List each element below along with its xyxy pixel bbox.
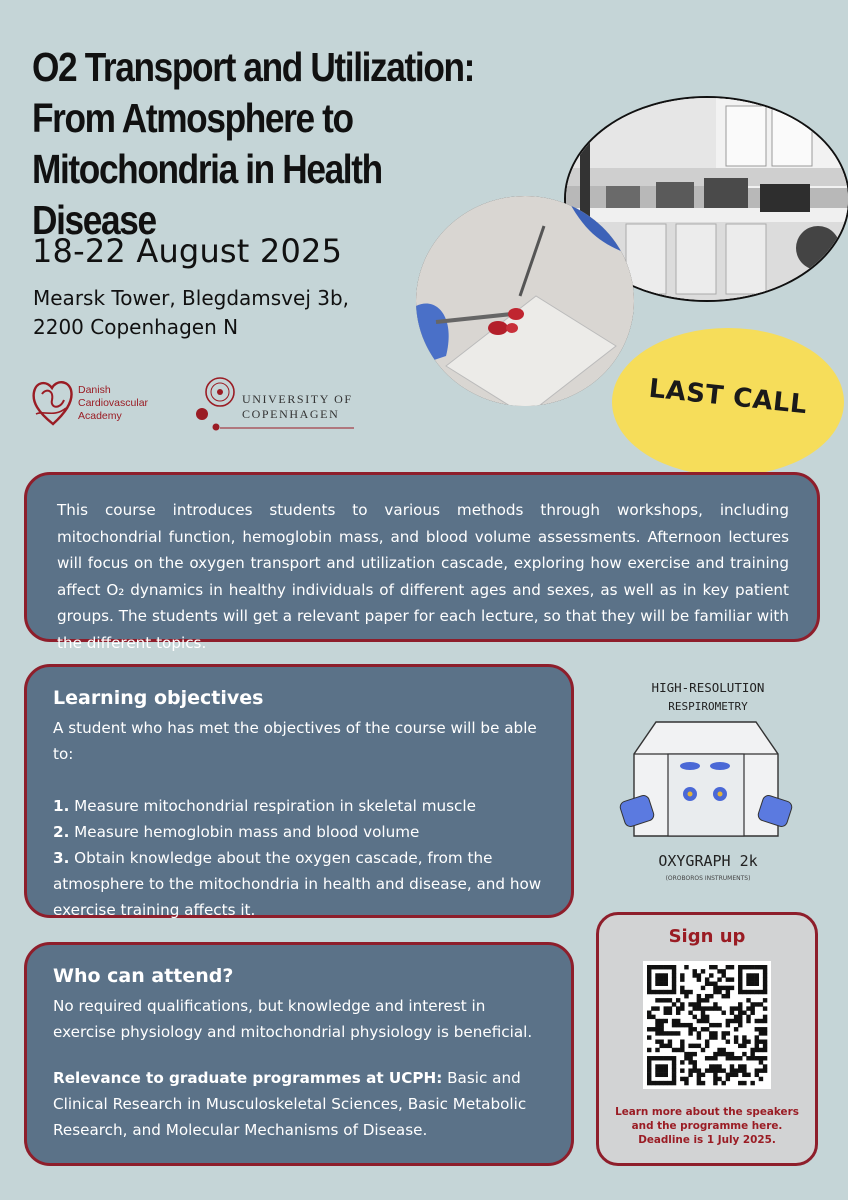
venue-address <box>33 284 349 342</box>
objective-text: Measure hemoglobin mass and blood volume <box>69 823 420 841</box>
dca-line-3: Academy <box>78 410 122 422</box>
sign-up-panel <box>596 912 818 1166</box>
dca-line-2: Cardiovascular <box>78 397 149 409</box>
heart-logo-icon <box>30 374 76 430</box>
who-can-attend-panel <box>24 942 574 1166</box>
illustration-title-1: HIGH-RESOLUTION <box>651 680 765 695</box>
oxygraph-illustration <box>616 670 796 886</box>
objective-number: 2. <box>53 823 70 841</box>
objectives-list <box>53 793 545 923</box>
list-item <box>53 819 545 845</box>
relevance-label: Relevance to graduate programmes at UCPH: <box>53 1069 443 1087</box>
list-item <box>53 845 545 923</box>
device-brand: (OROBOROS INSTRUMENTS) <box>665 875 751 882</box>
venue-line-2: 2200 Copenhagen N <box>33 315 239 339</box>
sign-up-footnote <box>599 1105 815 1147</box>
objective-number: 3. <box>53 849 70 867</box>
learning-objectives-heading: Learning objectives <box>53 687 264 709</box>
qr-code-icon <box>643 961 771 1089</box>
sign-up-qr-code[interactable] <box>643 961 771 1089</box>
poster-title <box>32 42 514 246</box>
attendance-requirements: No required qualifications, but knowledge and interest in exercise physiology and mitochondrial physiology is beneficial. <box>53 997 533 1041</box>
relevance-text: Basic and Clinical Research in Musculoskeletal Sciences, Basic Metabolic Research, and Molecular Mechanisms of Disease. <box>53 1069 527 1139</box>
university-of-copenhagen-logo <box>192 370 362 434</box>
venue-line-1: Mearsk Tower, Blegdamsvej 3b, <box>33 286 350 310</box>
danish-cardiovascular-academy-logo <box>30 374 190 430</box>
objective-text: Obtain knowledge about the oxygen cascade, from the atmosphere to the mitochondria in health and disease, and how exercise training affects it. <box>53 849 542 919</box>
last-call-text: LAST CALL <box>647 373 809 421</box>
title-line-3: Mitochondria in Health Disease <box>32 146 382 243</box>
course-description-panel <box>24 472 820 652</box>
oxygraph-drawing <box>616 670 796 886</box>
course-date: 18-22 August 2025 <box>32 232 343 270</box>
illustration-title-2: RESPIROMETRY <box>668 700 748 713</box>
objective-text: Measure mitochondrial respiration in skeletal muscle <box>69 797 476 815</box>
footnote-line-3: Deadline is 1 July 2025. <box>638 1134 776 1146</box>
course-description: This course introduces students to various methods through workshops, including mitochondrial function, hemoglobin mass, and blood volume assessments. Afternoon lectures will focus on the oxygen transport and utilization cascade, exploring how exercise and training affect O₂ dynamics in healthy individuals of different ages and sexes, as well as in key patient groups. The students will get a relevant paper for each lecture, so that they will be familiar with the different topics. <box>57 501 789 652</box>
tissue-image <box>416 196 634 406</box>
last-call-badge <box>612 328 844 476</box>
list-item <box>53 793 545 819</box>
sign-up-heading: Sign up <box>668 926 746 947</box>
learning-objectives-lead: A student who has met the objectives of the course will be able to: <box>53 719 537 763</box>
footnote-line-2: and the programme here. <box>631 1120 783 1132</box>
title-line-2: From Atmosphere to <box>32 95 353 141</box>
ku-line-2: COPENHAGEN <box>242 407 340 421</box>
ku-line-1: UNIVERSITY OF <box>242 392 353 406</box>
who-can-attend-heading: Who can attend? <box>53 965 234 987</box>
tissue-sample-photo <box>416 196 634 406</box>
relevance-paragraph <box>53 1065 545 1143</box>
learning-objectives-panel <box>24 664 574 918</box>
footnote-line-1: Learn more about the speakers <box>615 1106 799 1118</box>
title-line-1: O2 Transport and Utilization: <box>32 44 475 90</box>
dca-line-1: Danish <box>78 384 111 396</box>
device-name: OXYGRAPH 2k <box>658 852 758 870</box>
objective-number: 1. <box>53 797 70 815</box>
